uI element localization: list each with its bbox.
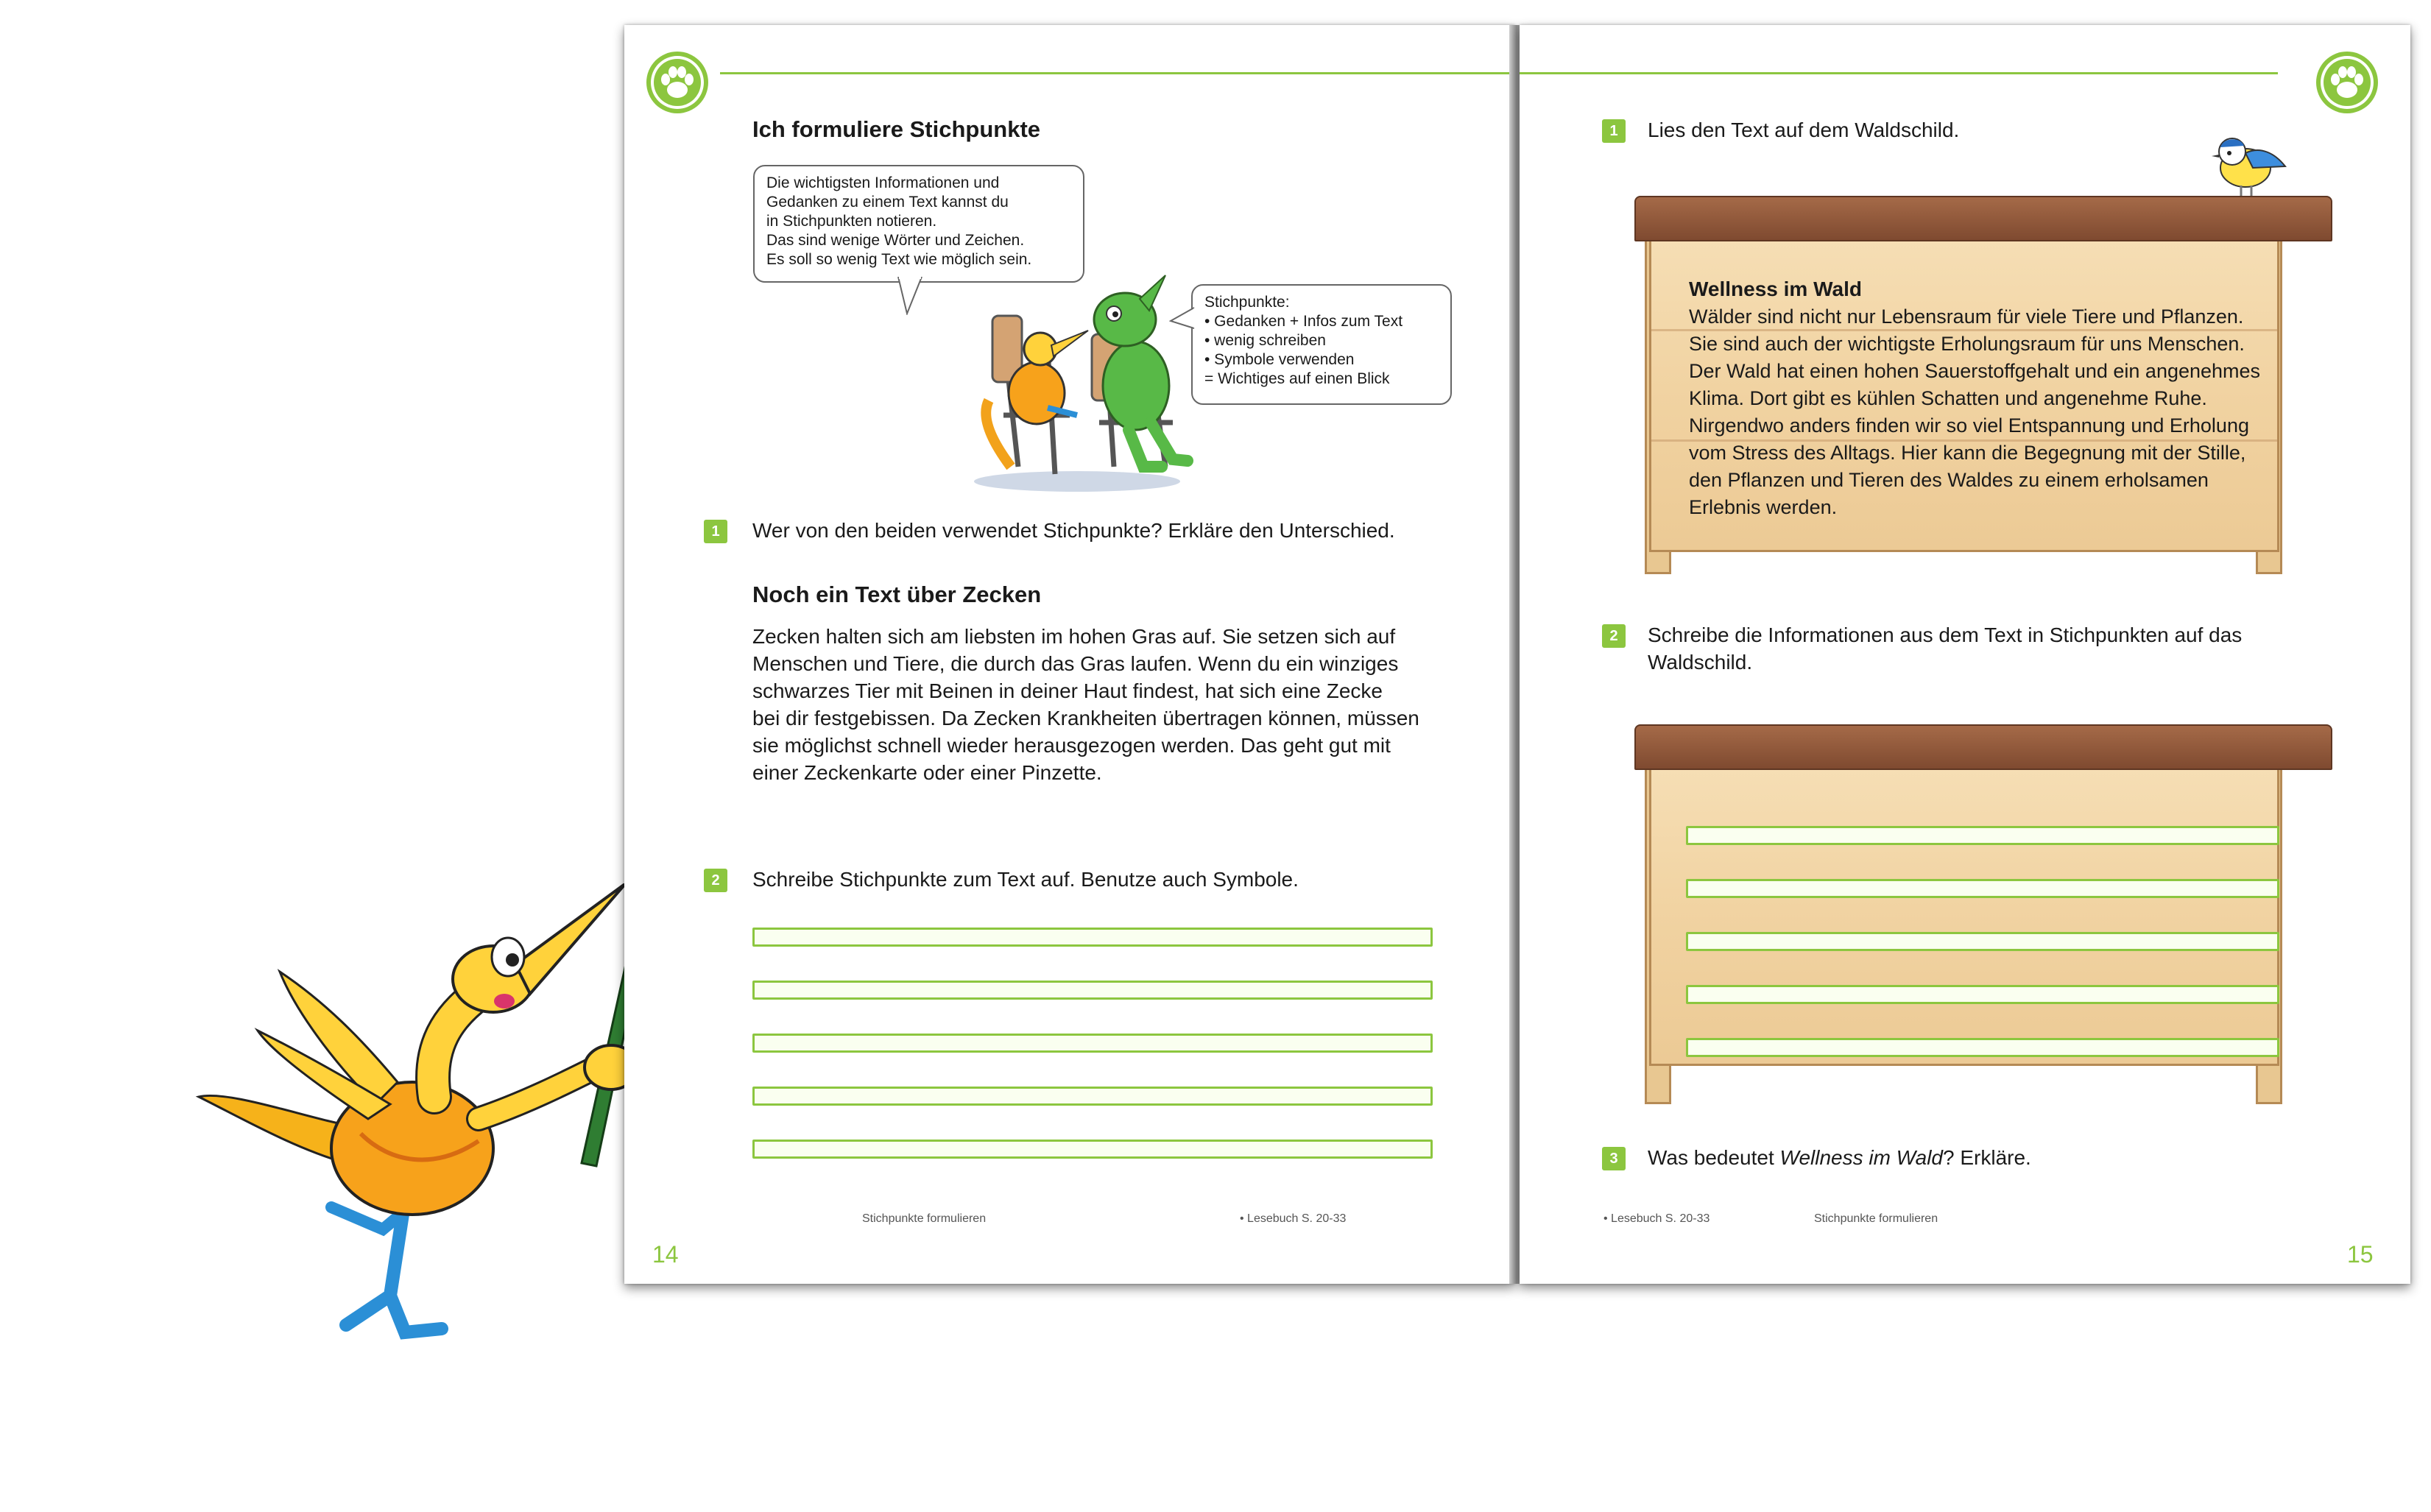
writing-line[interactable] <box>752 1140 1433 1159</box>
bubble-line: • Gedanken + Infos zum Text <box>1204 313 1403 330</box>
sign-line: den Pflanzen und Tieren des Waldes zu einem erholsamen <box>1689 469 2209 491</box>
sign-line: vom Stress des Alltags. Hier kann die Begegnung mit der Stille, <box>1689 442 2246 464</box>
page-number: 14 <box>652 1241 679 1268</box>
tick-paragraph <box>752 623 1459 786</box>
paragraph-line: Menschen und Tiere, die durch das Gras laufen. Wenn du ein winziges <box>752 652 1399 675</box>
task-2-text <box>1648 621 2242 676</box>
task-1-text: Wer von den beiden verwendet Stichpunkte? Erkläre den Unterschied. <box>752 519 1395 542</box>
task-3-pre: Was bedeutet <box>1648 1146 1780 1169</box>
bubble-line: Die wichtigsten Informationen und <box>766 174 1000 191</box>
bubble-line: • wenig schreiben <box>1204 332 1326 349</box>
page-title: Ich formuliere Stichpunkte <box>752 116 1041 142</box>
bird-mascot-illustration <box>184 883 685 1347</box>
sign-text <box>1689 303 2278 521</box>
task-2-line: Waldschild. <box>1648 651 1753 674</box>
writing-line[interactable] <box>1686 985 2279 1004</box>
bubble-line: • Symbole verwenden <box>1204 351 1355 368</box>
bubble-line: Stichpunkte: <box>1204 294 1290 311</box>
footer-reference: • Lesebuch S. 20-33 <box>1603 1212 1710 1225</box>
bubble-tail <box>897 277 926 315</box>
page-number: 15 <box>2347 1241 2374 1268</box>
task-number-badge: 1 <box>1602 119 1626 143</box>
writing-line[interactable] <box>752 1087 1433 1106</box>
task-number-badge: 1 <box>704 520 727 543</box>
sign-line: Erlebnis werden. <box>1689 496 1838 518</box>
right-page <box>1520 25 2410 1284</box>
sign-line: Wälder sind nicht nur Lebensraum für viele Tiere und Pflanzen. <box>1689 305 2244 328</box>
paw-icon <box>645 50 710 115</box>
writing-line[interactable] <box>752 1034 1433 1053</box>
task-2-line: Schreibe die Informationen aus dem Text in Stichpunkten auf das <box>1648 623 2243 646</box>
task-1-text: Lies den Text auf dem Waldschild. <box>1648 119 1960 141</box>
task-2-text: Schreibe Stichpunkte zum Text auf. Benutze auch Symbole. <box>752 868 1299 891</box>
sign-line: Der Wald hat einen hohen Sauerstoffgehalt und ein angenehmes <box>1689 360 2261 382</box>
sign-line: Sie sind auch der wichtigste Erholungsraum für uns Menschen. <box>1689 333 2245 355</box>
bubble-line: Es soll so wenig Text wie möglich sein. <box>766 251 1032 268</box>
top-rule <box>1520 72 2278 74</box>
footer-reference: • Lesebuch S. 20-33 <box>1240 1212 1347 1225</box>
task-3-text <box>1648 1144 2031 1171</box>
bubble-line: Das sind wenige Wörter und Zeichen. <box>766 232 1025 249</box>
paragraph-line: Zecken halten sich am liebsten im hohen Gras auf. Sie setzen sich auf <box>752 625 1396 648</box>
task-number-badge: 2 <box>1602 624 1626 648</box>
paragraph-line: einer Zeckenkarte oder einer Pinzette. <box>752 761 1102 784</box>
green-creature-illustration <box>959 246 1195 496</box>
top-rule <box>720 72 1515 74</box>
writing-line[interactable] <box>752 928 1433 947</box>
paragraph-line: schwarzes Tier mit Beinen in deiner Haut findest, hat sich eine Zecke <box>752 679 1383 702</box>
writing-line[interactable] <box>1686 1038 2279 1057</box>
task-number-badge: 2 <box>704 869 727 892</box>
task-number-badge: 3 <box>1602 1147 1626 1170</box>
writing-line[interactable] <box>1686 826 2279 845</box>
sign-title: Wellness im Wald <box>1689 278 1862 300</box>
footer-topic: Stichpunkte formulieren <box>1814 1212 1938 1225</box>
speech-bubble-right <box>1191 284 1452 405</box>
section-title: Noch ein Text über Zecken <box>752 582 1042 607</box>
paragraph-line: sie möglichst schnell wieder herausgezogen werden. Das geht gut mit <box>752 734 1391 757</box>
sign-line: Klima. Dort gibt es kühlen Schatten und angenehme Ruhe. <box>1689 387 2207 409</box>
writing-line[interactable] <box>1686 879 2279 898</box>
blank-sign-board <box>1649 752 2279 1066</box>
writing-line[interactable] <box>752 981 1433 1000</box>
sign-roof <box>1634 724 2332 770</box>
paw-icon <box>2315 50 2379 115</box>
paragraph-line: bei dir festgebissen. Da Zecken Krankheiten übertragen können, müssen <box>752 707 1419 729</box>
bubble-line: = Wichtiges auf einen Blick <box>1204 370 1390 387</box>
sign-roof <box>1634 196 2332 241</box>
bubble-line: in Stichpunkten notieren. <box>766 213 937 230</box>
footer-topic: Stichpunkte formulieren <box>862 1212 987 1225</box>
sign-content <box>1689 275 2278 521</box>
left-page <box>624 25 1515 1284</box>
bubble-line: Gedanken zu einem Text kannst du <box>766 194 1009 211</box>
writing-line[interactable] <box>1686 932 2279 951</box>
task-3-post: ? Erkläre. <box>1943 1146 2031 1169</box>
task-3-emphasis: Wellness im Wald <box>1779 1146 1943 1169</box>
sign-line: Nirgendwo anders finden wir so viel Entspannung und Erholung <box>1689 414 2249 437</box>
small-bird-illustration <box>2209 124 2290 205</box>
